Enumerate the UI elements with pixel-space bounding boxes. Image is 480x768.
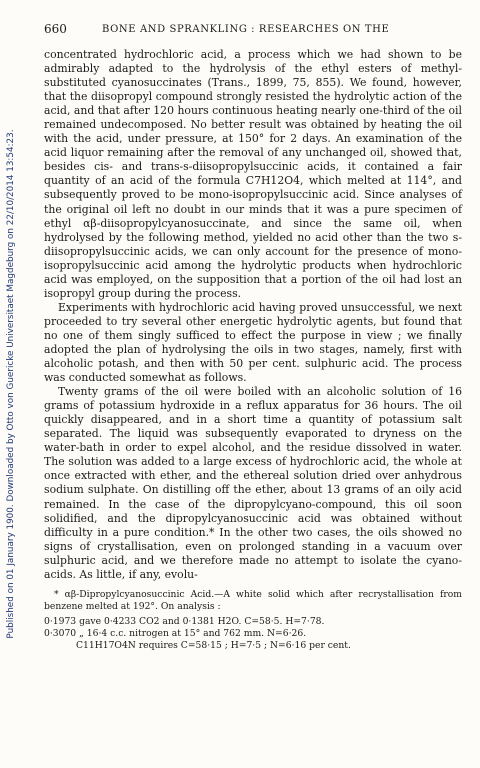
footnote	[44, 589, 462, 653]
article-body	[44, 48, 462, 582]
paragraph-continued: concentrated hydrochloric acid, a process which we had shown to be admirably adapted to the hydrolysis of the ethyl esters of methyl-substituted cyanosuccinates (Trans., 1899, 75, 855). We found, however, that the diisopropyl compound strongly resisted the hydrolytic action of the acid, and that after 120 hours continuous heating nearly one-third of the oil remained undecomposed. No better result was obtained by heating the oil with the acid, under pressure, at 150° for 2 days. An examination of the acid liquor remaining after the removal of any unchanged oil, showed that, besides cis- and trans-s-diisopropylsuccinic acids, it contained a fair quantity of an acid of the formula C7H12O4, which melted at 114°, and subsequently proved to be mono-isopropylsuccinic acid. Since analyses of the original oil left no doubt in our minds that it was a pure specimen of ethyl αβ-diisopropylcyanosuccinate, and since the same oil, when hydrolysed by the following method, yielded no acid other than the two s-diisopropylsuccinic acids, we can only account for the presence of mono-isopropylsuccinic acid among the hydrolytic products when hydrochloric acid was employed, on the supposition that a portion of the oil had lost an isopropyl group during the process.	[44, 48, 462, 300]
paragraph-experiments: Experiments with hydrochloric acid having proved unsuccessful, we next proceeded to try several other energetic hydrolytic agents, but found that no one of them singly sufficed to effect the purpose in view ; we finally adopted the plan of hydrolysing the oils in two stages, namely, first with alcoholic potash, and then with 50 per cent. sulphuric acid. The process was conducted somewhat as follows.	[44, 300, 462, 385]
page-header	[44, 18, 462, 44]
analysis-line: 0·1973 gave 0·4233 CO2 and 0·1381 H2O. C=58·5. H=7·78.	[44, 615, 325, 627]
journal-page	[44, 18, 462, 653]
analysis-requirement: C11H17O4N requires C=58·15 ; H=7·5 ; N=6·16 per cent.	[76, 640, 351, 652]
running-head: BONE AND SPRANKLING : RESEARCHES ON THE	[102, 24, 390, 35]
download-watermark	[0, 0, 22, 768]
page-number: 660	[44, 22, 67, 36]
watermark-text: Published on 01 January 1900. Downloaded by Otto von Guericke Universitaet Magdeburg on 22/10/2014 13:54:23.	[6, 129, 16, 639]
analysis-block	[44, 616, 462, 653]
paragraph-procedure: Twenty grams of the oil were boiled with an alcoholic solution of 16 grams of potassium hydroxide in a reflux apparatus for 36 hours. The oil quickly disappeared, and in a short time a quantity of potassium salt separated. The liquid was subsequently evaporated to dryness on the water-bath in order to expel alcohol, and the residue dissolved in water. The solution was added to a large excess of hydrochloric acid, the whole at once extracted with ether, and the ethereal solution dried over anhydrous sodium sulphate. On distilling off the ether, about 13 grams of an oily acid remained. In the case of the dipropylcyano-compound, this oil soon solidified, and the dipropylcyanosuccinic acid was obtained without difficulty in a pure condition.* In the other two cases, the oils showed no signs of crystallisation, even on prolonged standing in a vacuum over sulphuric acid, and we therefore made no attempt to isolate the cyano-acids. As little, if any, evolu-	[44, 385, 462, 581]
analysis-line: 0·3070 „ 16·4 c.c. nitrogen at 15° and 762 mm. N=6·26.	[44, 628, 307, 639]
footnote-text: * αβ-Dipropylcyanosuccinic Acid.—A white solid which after recrystallisation from benzene melted at 192°. On analysis :	[44, 588, 462, 613]
